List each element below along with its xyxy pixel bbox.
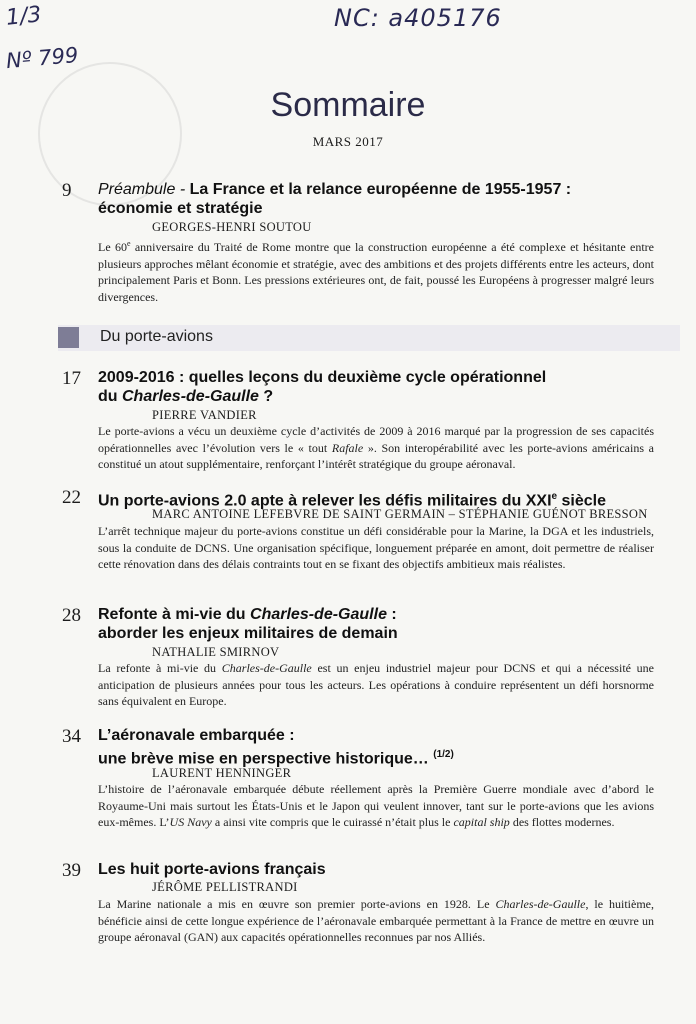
article-title[interactable]: Un porte-avions 2.0 apte à relever les défis militaires du XXIe siècle [98, 491, 607, 510]
article-title[interactable]: Refonte à mi-vie du Charles-de-Gaulle : aborder les enjeux militaires de demain [98, 606, 398, 642]
article-summary: La Marine nationale a mis en œuvre son premier porte-avions en 1928. Le Charles-de-Gaulle, le huitième, bénéficie ainsi de cette longue expérience de l’aéronavale embarquée permettant à la France de mettre en œuvre un groupe aéronaval (GAN) aux capacités opérationnelles reconnues par nos Alliés. [98, 897, 655, 944]
page-number: 9 [62, 180, 72, 201]
handwritten-reference: NC: a405176 [334, 4, 502, 32]
article-author: JÉRÔME PELLISTRANDI [152, 880, 298, 894]
section-marker [58, 327, 79, 348]
article-author: LAURENT HENNINGER [152, 766, 292, 780]
page-number: 22 [62, 487, 81, 508]
page-number: 17 [62, 368, 81, 389]
article-summary: L’arrêt technique majeur du porte-avions constitue un défi considérable pour la Marine, la DGA et les industriels, sous la conduite de DCNS. Une organisation spécifique, longuement préparée en amont, doit permettre de réaliser cette rénovation dans des délais contraints tout en se fixant des objectifs ambitieux mais réalistes. [98, 524, 654, 571]
article-author: MARC ANTOINE LEFEBVRE DE SAINT GERMAIN – STÉPHANIE GUÉNOT BRESSON [152, 507, 648, 521]
page-number: 34 [62, 726, 81, 747]
article-summary: L’histoire de l’aéronavale embarquée débute réellement après la Première Guerre mondiale avec d’abord le Royaume-Uni mais surtout les États-Unis et le Japon qui veulent innover, tant sur le porte-avions que les avions eux-mêmes. L’US Navy a ainsi vite compris que le cuirassé n’était plus le capital ship des flottes modernes. [98, 782, 654, 829]
section-header [58, 325, 680, 351]
article-title[interactable]: L’aéronavale embarquée : une brève mise en perspective historique… $^{(1/2)}$ [98, 727, 454, 768]
handwritten-number: Nº 799 [5, 42, 80, 74]
handwritten-fraction: 1/3 [4, 2, 43, 31]
issue-date: MARS 2017 [312, 134, 384, 149]
article-title[interactable]: 2009-2016 : quelles leçons du deuxième cycle opérationnel du Charles-de-Gaulle ? [98, 369, 547, 405]
page-number: 28 [62, 605, 81, 626]
page-title: Sommaire [270, 86, 426, 124]
article-author: PIERRE VANDIER [152, 408, 257, 422]
page-number: 39 [62, 860, 81, 881]
article-author: GEORGES-HENRI SOUTOU [152, 220, 312, 234]
article-summary: La refonte à mi-vie du Charles-de-Gaulle est un enjeu industriel majeur pour DCNS et qui a nécessité une anticipation de plusieurs années pour tous les acteurs. Les opérations à conduire représentent un défi horsnorme sans équivalent en Europe. [98, 661, 654, 708]
section-label: Du porte-avions [100, 328, 213, 345]
article-summary: Le 60e anniversaire du Traité de Rome montre que la construction européenne a été complexe et hésitante entre plusieurs approches mêlant économie et stratégie, avec des ambitions et des projets différents entre les acteurs, dont principalement Paris et Bonn. Les pressions extérieures ont, de fait, poussé les Européens à progresser malgré leurs divergences. [98, 239, 654, 304]
article-title[interactable]: Les huit porte-avions français [98, 861, 326, 878]
article-summary: Le porte-avions a vécu un deuxième cycle d’activités de 2009 à 2016 marqué par la progression de ses capacités opérationnelles avec l’évolution vers le « tout Rafale ». Son interopérabilité avec les porte-avions américains a constitué un atout supplémentaire, renforçant l’intérêt stratégique du groupe aéronaval. [98, 424, 654, 471]
article-author: NATHALIE SMIRNOV [152, 645, 280, 659]
article-title[interactable]: Préambule - La France et la relance européenne de 1955-1957 : économie et stratégie [98, 181, 572, 217]
